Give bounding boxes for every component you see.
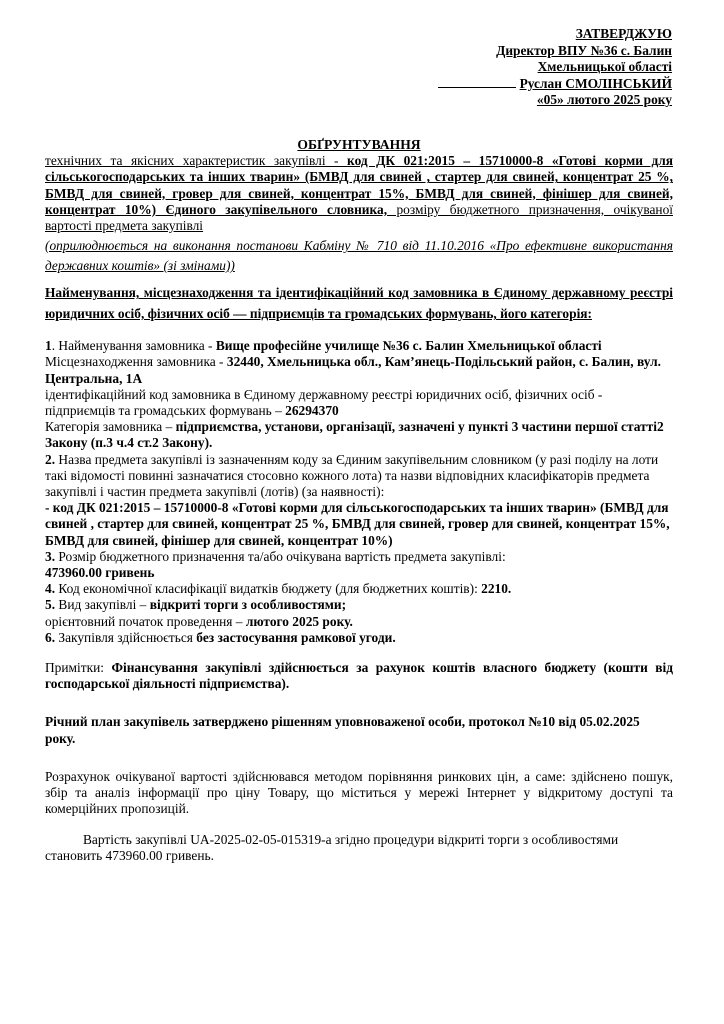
intro-normal: технічних та якісних характеристик закупівлі - [45,153,348,169]
approval-region: Хмельницької області [537,59,672,75]
section6-value: без застосування рамкової угоди. [196,629,396,645]
section2: 2. Назва предмета закупівлі із зазначенням коду за Єдиним закупівельним словником (у разі поділу на лоти такі відомості повинні зазначатися стосовно кожного лота) та назви відповідних класифікаторів предмета закупівлі і частин предмета закупівлі (лотів) (за наявності): [45,451,659,500]
calculation-method: Розрахунок очікуваної вартості здійснювався методом порівняння ринкових цін, а саме: здійснено пошук, збір та аналіз інформації про ціну Товару, що міститься у мережі Інтернет у відкритому доступі та комерційних пропозицій. [45,768,673,817]
section6-number: 6. [45,629,56,645]
approval-signature-row [438,76,672,93]
document-title: ОБҐРУНТУВАННЯ [297,137,421,152]
intro-tail: розміру бюджетного призначення, очікуваної вартості предмета закупівлі [45,201,673,234]
section5-value: відкриті торги з особливостями; [149,597,347,613]
section1-code: ідентифікаційний код замовника в Єдиному державному реєстрі юридичних осіб, фізичних осіб - підприємців та громадських формувань – 26294370 [45,386,603,419]
approval-stamp [438,26,672,109]
section5: 5. Вид закупівлі – відкриті торги з особливостями; [45,597,347,613]
section2-value: - код ДК 021:2015 – 15710000-8 «Готові корми для сільськогосподарських та інших тварин» (БМВД для свиней , стартер для свиней, концентрат 25 %, БМВД для свиней, гровер для свиней, концентрат 15%, БМВД для свиней, фінішер для свиней, концентрат 10%) [45,500,670,548]
section1-category: Категорія замовника – підприємства, установи, організації, зазначені у пункті 3 частини першої статті2 Закону (п.3 ч.4 ст.2 Закону). [45,419,664,451]
notes-paragraph [45,660,673,692]
intro-paragraph [45,153,673,234]
intro-italic-note: (оприлюднюється на виконання постанови Кабміну № 710 від 11.10.2016 «Про ефективне використання державних коштів» (зі змінами)) [45,238,673,274]
section1-name: 1. Найменування замовника - Вище професійне училище №36 с. Балин Хмельницької області [45,338,602,354]
section1-location: Місцезнаходження замовника - 32440, Хмельницька обл., Кам’янець-Подільський район, с. Балин, вул. Центральна, 1А [45,354,661,386]
final-cost: Вартість закупівлі UA-2025-02-05-015319-а згідно процедури відкриті торги з особливостями становить 473960.00 гривень. [45,831,619,863]
section4-value: 2210. [481,581,512,597]
annual-plan: Річний план закупівель затверджено рішенням уповноваженої особи, протокол №10 від 05.02.2025 року. [45,714,640,746]
section1-number: 1 [45,338,52,354]
notes-value: Фінансування закупівлі здійснюється за рахунок коштів власного бюджету (кошти від господарської діяльності підприємства). [45,660,674,692]
section3-number: 3. [45,548,56,564]
customer-category: підприємства, установи, організації, зазначені у пункті 3 частини першої статті2 Закону (п.3 ч.4 ст.2 Закону). [45,419,664,451]
section4-number: 4. [45,581,56,597]
approval-heading: ЗАТВЕРДЖУЮ [575,26,672,41]
section6: 6. Закупівля здійснюється без застосування рамкової угоди. [45,629,396,645]
approval-position: Директор ВПУ №36 с. Балин [496,42,672,58]
approval-signer-name: Руслан СМОЛІНСЬКИЙ [519,75,672,91]
section5-start-value: лютого 2025 року. [245,613,353,629]
customer-subheading: Найменування, місцезнаходження та ідентифікаційний код замовника в Єдиному державному реєстрі юридичних осіб, фізичних осіб — підприємців та громадських формувань, його категорія: [45,285,673,322]
section2-number: 2. [45,451,56,467]
notes-label: Примітки: [45,660,112,676]
section5-number: 5. [45,597,56,613]
customer-location: 32440, Хмельницька обл., Кам’янець-Подільський район, с. Балин, вул. Центральна, 1А [45,354,661,386]
signature-line [438,86,516,88]
customer-code: 26294370 [285,403,339,419]
section5-start: орієнтовний початок проведення – лютого 2025 року. [45,613,353,629]
section3-value: 473960.00 гривень [45,565,155,581]
document-body [45,137,673,864]
section4: 4. Код економічної класифікації видатків бюджету (для бюджетних коштів): 2210. [45,581,512,597]
section3: 3. Розмір бюджетного призначення та/або очікувана вартість предмета закупівлі: [45,548,506,564]
approval-date: «05» лютого 2025 року [536,92,672,108]
intro-bold: код ДК 021:2015 – 15710000-8 «Готові корми для сільськогосподарських та інших тварин» (БМВД для свиней , стартер для свиней, концентрат 25 %, БМВД для свиней, гровер для свиней, концентрат 15%, БМВД для свиней, фінішер для свиней, концентрат 10%) Єдиного закупівельного словника, [45,153,673,217]
customer-name: Вище професійне училище №36 с. Балин Хмельницької області [215,338,602,354]
